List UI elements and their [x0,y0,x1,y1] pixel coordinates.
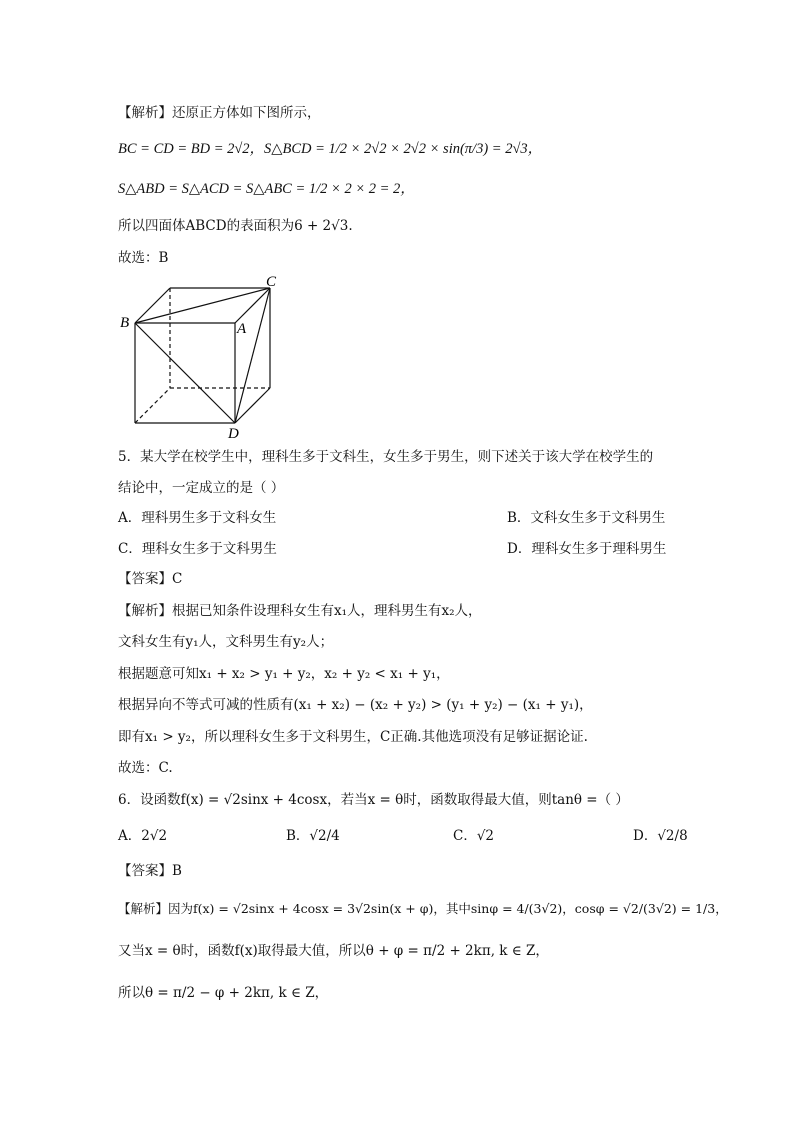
choice-b: 故选：B [118,250,169,266]
q6-answer: 【答案】B [118,863,182,879]
q6-option-b: B．√2/4 [286,828,340,844]
edge [135,288,170,323]
question-5: 5．某大学在校学生中，理科生多于文科生，女生多于男生，则下述关于该大学在校学生的 [118,449,654,465]
edge-bc [135,288,270,323]
edge [235,388,270,423]
q5-solution-1: 【解析】根据已知条件设理科女生有x₁人，理科男生有x₂人， [118,603,482,619]
q5-option-b: B．文科女生多于文科男生 [507,510,666,526]
solution-intro: 【解析】还原正方体如下图所示， [118,105,321,121]
q5-solution-5: 即有x₁ > y₂，所以理科女生多于文科男生，C正确.其他选项没有足够证据论证. [118,729,588,745]
q5-option-a: A．理科男生多于文科女生 [118,510,277,526]
formula-abd: S△ABD = S△ACD = S△ABC = 1/2 × 2 × 2 = 2， [118,181,415,197]
question-5-cont: 结论中，一定成立的是（ ） [118,480,285,496]
vertex-label-d: D [228,426,239,440]
q5-choice: 故选：C. [118,760,173,776]
q5-solution-3: 根据题意可知x₁ + x₂ > y₁ + y₂，x₂ + y₂ < x₁ + y₁， [118,666,450,682]
edge [235,288,270,323]
q6-solution-2: 又当x = θ时，函数f(x)取得最大值，所以θ + φ = π/2 + 2kπ, k ∈ Z， [118,943,549,959]
q6-option-a: A．2√2 [118,828,168,844]
question-6: 6．设函数f(x) = √2sinx + 4cosx，若当x = θ时，函数取得最大值，则tanθ =（ ） [118,792,629,808]
q6-option-c: C．√2 [453,828,495,844]
q5-solution-4: 根据异向不等式可减的性质有(x₁ + x₂) − (x₂ + y₂) > (y₁ + y₂) − (x₁ + y₁)， [118,697,593,713]
edge-cd [235,288,270,423]
surface-area-result: 所以四面体ABCD的表面积为6 + 2√3. [118,218,353,234]
q5-option-d: D．理科女生多于理科男生 [507,541,667,557]
q6-option-d: D．√2/8 [633,828,688,844]
formula-bcd: BC = CD = BD = 2√2，S△BCD = 1/2 × 2√2 × 2√2 × sin(π/3) = 2√3， [118,141,543,157]
vertex-label-c: C [266,274,277,290]
q6-solution-1: 【解析】因为f(x) = √2sinx + 4cosx = 3√2sin(x + φ)，其中sinφ = 4/(3√2)，cosφ = √2/(3√2) = 1/3， [118,901,728,916]
vertex-label-a: A [237,321,247,337]
hidden-edge [135,388,170,423]
q6-solution-3: 所以θ = π/2 − φ + 2kπ, k ∈ Z， [118,985,329,1001]
q5-solution-2: 文科女生有y₁人，文科男生有y₂人； [118,634,334,650]
q5-answer: 【答案】C [118,571,183,587]
vertex-label-b: B [120,315,130,331]
q5-option-c: C．理科女生多于文科男生 [118,541,277,557]
cube-figure [115,270,295,440]
